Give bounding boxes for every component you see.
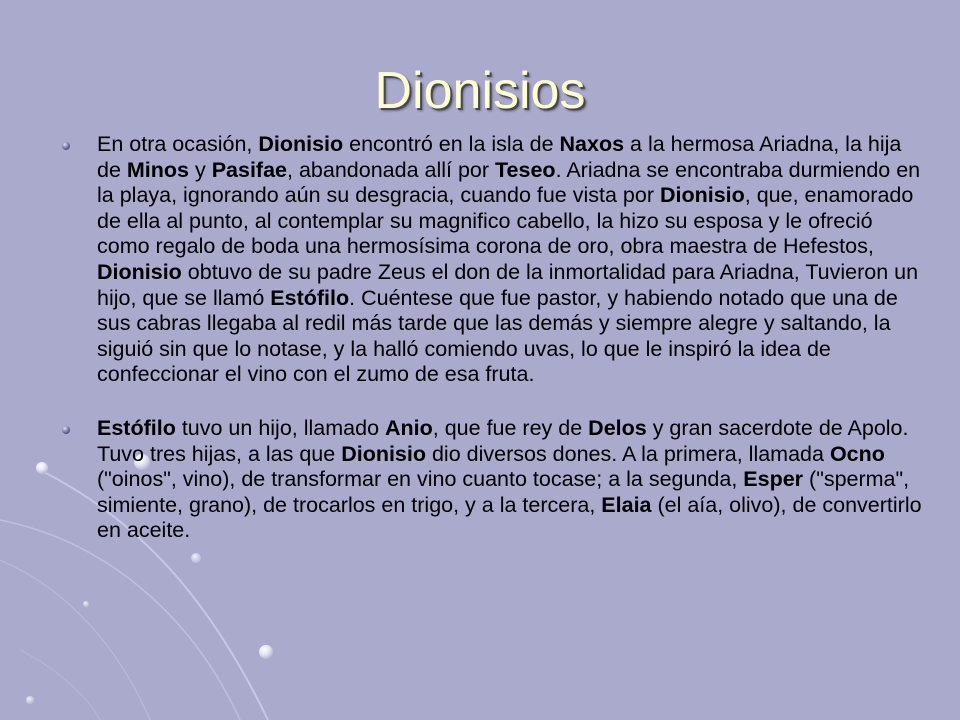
bold-term: Minos <box>126 157 189 182</box>
bullet-dot-icon <box>62 426 70 434</box>
bold-term: Teseo <box>495 157 556 182</box>
bullet-item <box>62 132 922 388</box>
bold-term: Dionisio <box>258 132 344 156</box>
text-run: y <box>189 157 212 182</box>
decorative-orb <box>26 696 34 704</box>
bold-term: Pasifae <box>211 157 288 182</box>
bullet-item <box>62 416 922 544</box>
bold-term: Ocno <box>829 441 885 466</box>
bold-term: Dionisio <box>341 441 426 466</box>
slide-title: Dionisios <box>374 62 586 120</box>
text-run: dio diversos dones. A la primera, llamada <box>426 441 830 466</box>
text-run: , que fue rey de <box>432 415 589 440</box>
text-run: obtuvo de su padre Zeus el don de la inmortalidad para Ariadna, Tuvieron un hijo, que se llamó <box>97 259 919 310</box>
bullet-text <box>97 416 922 544</box>
text-run: . Cuéntese que fue pastor, y habiendo notado que una de sus cabras llegaba al redil más tarde que las demás y siempre alegre y saltando, la siguió sin que lo notase, y la halló comiendo uvas, lo que le inspiró la idea de confeccionar el vino con el zumo de esa fruta. <box>97 285 898 387</box>
bold-term: Anio <box>385 415 433 440</box>
text-run: , que, enamorado de ella al punto, al contemplar su magnifico cabello, la hizo su esposa y le ofreció como regalo de boda una hermosísima corona de oro, obra maestra de Hefestos, <box>97 183 914 259</box>
bold-term: Estófilo <box>97 415 176 440</box>
text-run: ("sperma", simiente, grano), de trocarlos en trigo, y a la tercera, <box>97 467 910 517</box>
bold-term: Dionisio <box>97 259 182 284</box>
decorative-orb <box>191 553 201 563</box>
text-run: (el aía, olivo), de convertirlo en aceite. <box>97 492 922 543</box>
bold-term: Esper <box>743 467 804 492</box>
bullet-text <box>97 132 922 388</box>
bullet-dot-icon <box>62 142 70 150</box>
bold-term: Elaia <box>601 492 652 517</box>
bold-term: Dionisio <box>659 183 745 208</box>
decorative-orb <box>259 645 273 659</box>
text-run: . Ariadna se encontraba durmiendo en la playa, ignorando aún su desgracia, cuando fue vista por <box>97 157 921 208</box>
text-run: a la hermosa Ariadna, la hija de <box>97 132 902 182</box>
text-run: , abandonada allí por <box>287 157 496 182</box>
text-run: y gran sacerdote de Apolo. Tuvo tres hijas, a las que <box>97 415 909 466</box>
bold-term: Naxos <box>559 132 625 156</box>
text-run: ("oinos", vino), de transformar en vino cuanto tocase; a la segunda, <box>97 467 744 492</box>
decorative-orb <box>83 601 89 607</box>
slide-body <box>62 132 922 544</box>
decorative-orb <box>36 462 48 474</box>
bold-term: Delos <box>588 415 647 440</box>
bold-term: Estófilo <box>270 285 350 310</box>
text-run: encontró en la isla de <box>343 132 560 156</box>
text-run: En otra ocasión, <box>97 132 259 156</box>
text-run: tuvo un hijo, llamado <box>175 415 385 440</box>
